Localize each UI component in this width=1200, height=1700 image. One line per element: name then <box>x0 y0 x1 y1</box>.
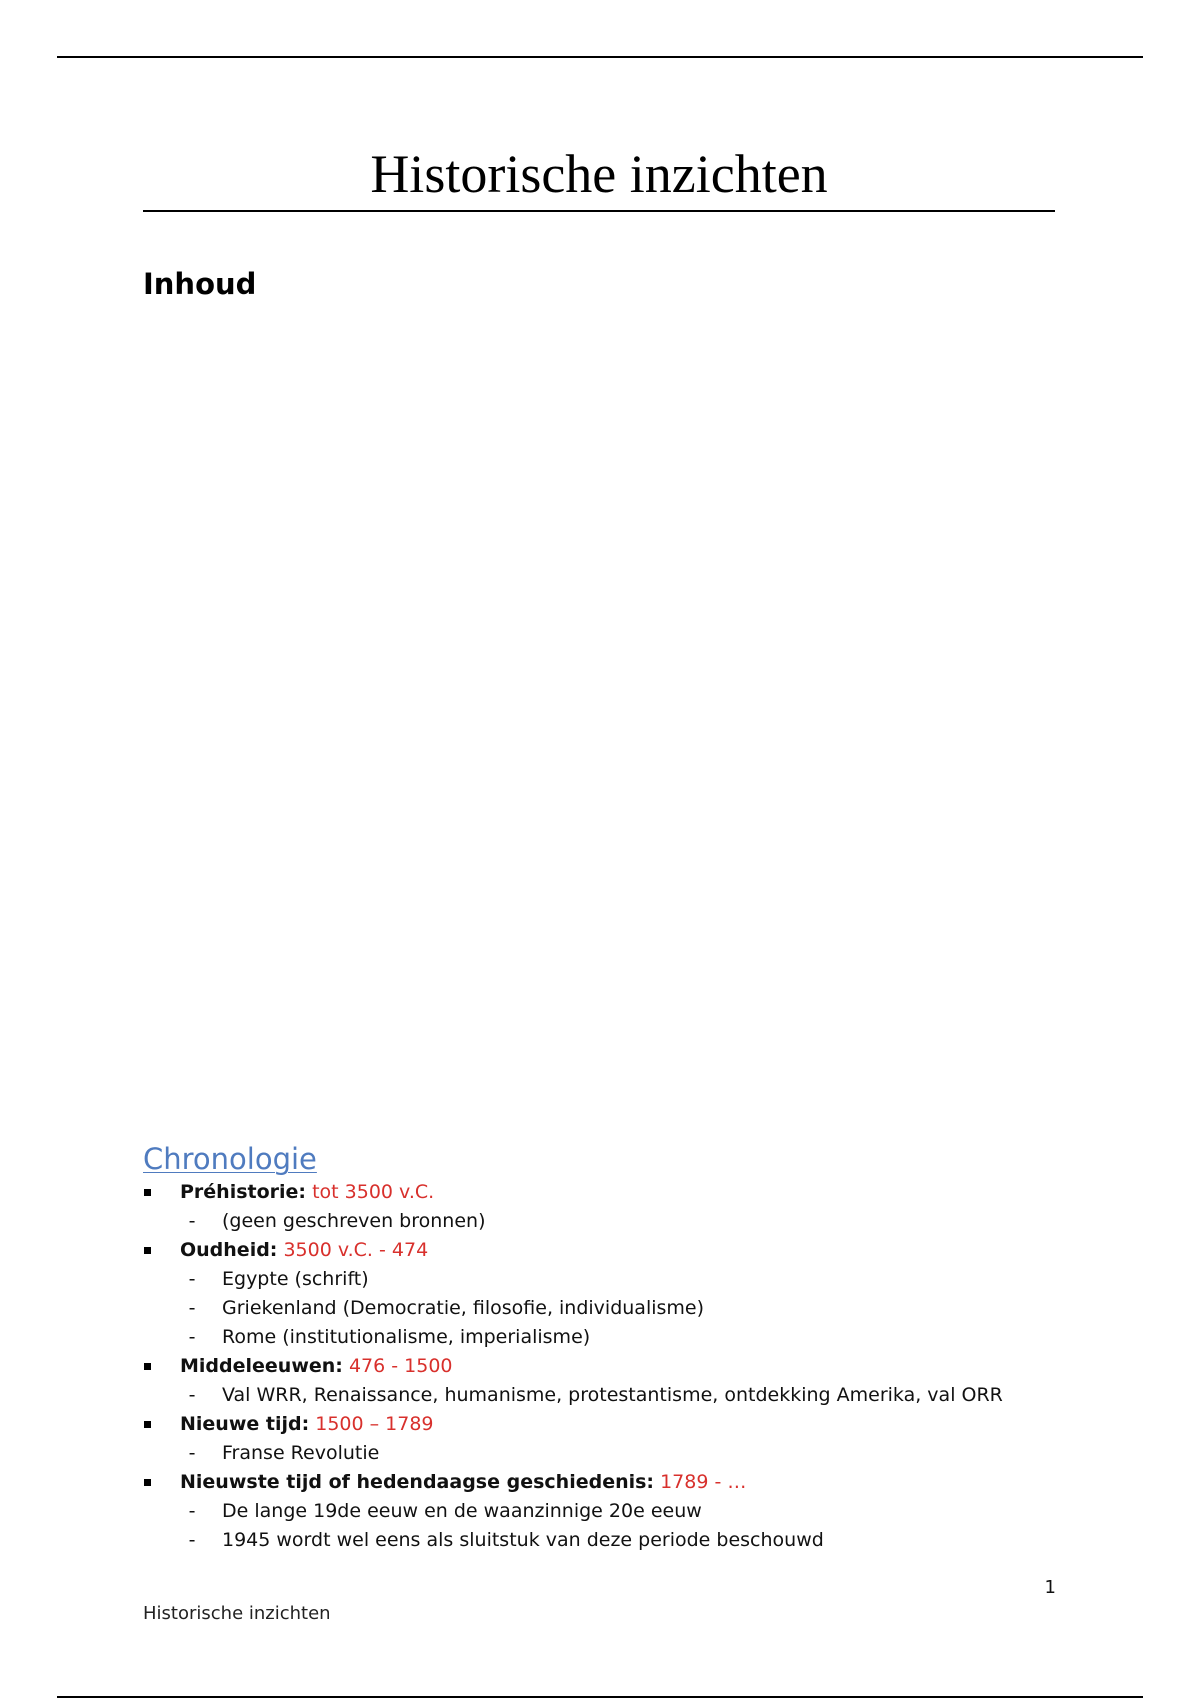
period-name: Middeleeuwen: <box>180 1355 343 1377</box>
period-line <box>143 1352 1103 1381</box>
period-sub-item <box>143 1381 1103 1410</box>
square-bullet-icon <box>144 1189 151 1196</box>
page-number: 1 <box>1044 1577 1056 1598</box>
period-sub-item-text: De lange 19de eeuw en de waanzinnige 20e eeuw <box>222 1500 702 1522</box>
period-sub-list <box>143 1381 1103 1410</box>
dash-bullet-icon: - <box>188 1442 196 1464</box>
period-sub-item-text: Rome (institutionalisme, imperialisme) <box>222 1326 591 1348</box>
period-sub-item <box>143 1439 1103 1468</box>
footer-title: Historische inzichten <box>143 1603 331 1624</box>
period-name: Préhistorie: <box>180 1181 307 1203</box>
document-title: Historische inzichten <box>370 144 828 204</box>
square-bullet-icon <box>144 1363 151 1370</box>
period-sub-item-text: Egypte (schrift) <box>222 1268 369 1290</box>
period-line <box>143 1236 1103 1265</box>
dash-bullet-icon: - <box>188 1268 196 1290</box>
chronology-heading: Chronologie <box>143 1142 317 1176</box>
period-line <box>143 1468 1103 1497</box>
period-sub-item <box>143 1207 1103 1236</box>
square-bullet-icon <box>144 1247 151 1254</box>
dash-bullet-icon: - <box>188 1326 196 1348</box>
period-item <box>143 1468 1103 1555</box>
period-sub-item <box>143 1497 1103 1526</box>
period-name: Nieuwe tijd: <box>180 1413 310 1435</box>
period-date-range: 1789 - … <box>660 1471 747 1493</box>
period-sub-item-text: 1945 wordt wel eens als sluitstuk van deze periode beschouwd <box>222 1529 824 1551</box>
period-sub-item-text: Val WRR, Renaissance, humanisme, protestantisme, ontdekking Amerika, val ORR <box>222 1384 1003 1406</box>
page-bottom-rule <box>57 1696 1143 1698</box>
period-sub-item-text: Franse Revolutie <box>222 1442 380 1464</box>
period-sub-item <box>143 1265 1103 1294</box>
period-date-range: 476 - 1500 <box>348 1355 453 1377</box>
period-sub-item <box>143 1526 1103 1555</box>
dash-bullet-icon: - <box>188 1210 196 1232</box>
square-bullet-icon <box>144 1479 151 1486</box>
period-sub-list <box>143 1207 1103 1236</box>
title-underline <box>143 210 1055 212</box>
period-line <box>143 1178 1103 1207</box>
dash-bullet-icon: - <box>188 1500 196 1522</box>
period-list <box>143 1178 1103 1555</box>
period-sub-item <box>143 1294 1103 1323</box>
period-item <box>143 1410 1103 1468</box>
period-sub-item-text: (geen geschreven bronnen) <box>222 1210 486 1232</box>
period-item <box>143 1352 1103 1410</box>
dash-bullet-icon: - <box>188 1384 196 1406</box>
period-date-range: 1500 – 1789 <box>315 1413 434 1435</box>
period-item <box>143 1178 1103 1236</box>
table-of-contents-heading: Inhoud <box>143 267 257 301</box>
square-bullet-icon <box>144 1421 151 1428</box>
period-name: Oudheid: <box>180 1239 278 1261</box>
page-top-rule <box>57 56 1143 58</box>
period-sub-item <box>143 1323 1103 1352</box>
period-name: Nieuwste tijd of hedendaagse geschiedenis: <box>180 1471 655 1493</box>
dash-bullet-icon: - <box>188 1297 196 1319</box>
period-sub-list <box>143 1265 1103 1352</box>
period-sub-list <box>143 1439 1103 1468</box>
period-item <box>143 1236 1103 1352</box>
period-line <box>143 1410 1103 1439</box>
period-date-range: 3500 v.C. - 474 <box>283 1239 429 1261</box>
period-sub-item-text: Griekenland (Democratie, filosofie, individualisme) <box>222 1297 705 1319</box>
period-date-range: tot 3500 v.C. <box>312 1181 435 1203</box>
dash-bullet-icon: - <box>188 1529 196 1551</box>
period-sub-list <box>143 1497 1103 1555</box>
